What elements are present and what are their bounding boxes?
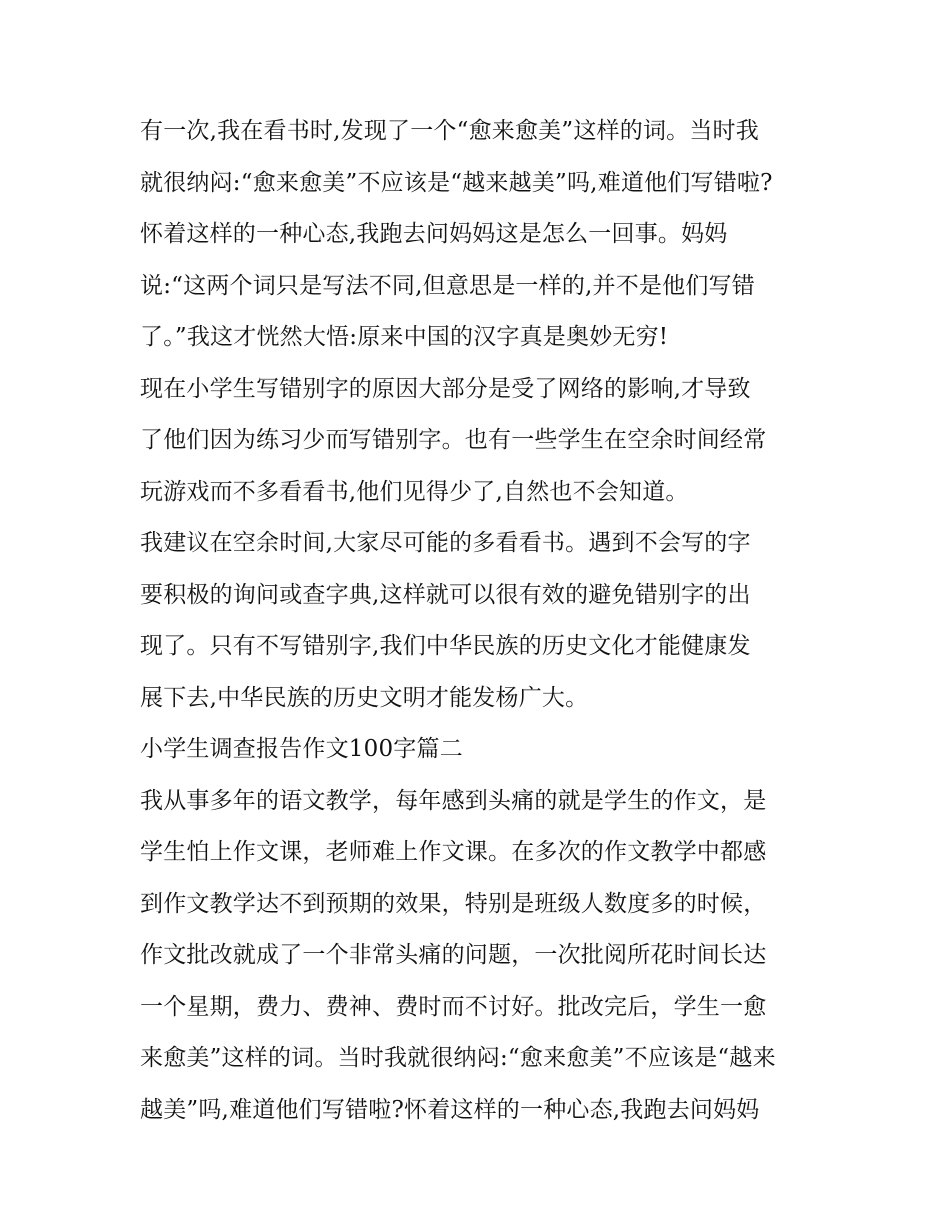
text-line: 我从事多年的语文教学，每年感到头痛的就是学生的作文，是 xyxy=(140,787,767,814)
text-line: 现了。只有不写错别字,我们中华民族的历史文化才能健康发 xyxy=(140,633,751,659)
text-line: 怀着这样的一种心态,我跑去问妈妈这是怎么一回事。妈妈 xyxy=(140,221,728,247)
text-line: 展下去,中华民族的历史文明才能发杨广大。 xyxy=(140,684,589,711)
text-line: 来愈美”这样的词。当时我就很纳闷:“愈来愈美”不应该是“越来 xyxy=(140,1045,776,1071)
text-line: 要积极的询问或查字典,这样就可以很有效的避免错别字的出 xyxy=(140,581,751,608)
text-line: 了。”我这才恍然大悟:原来中国的汉字真是奥妙无穷! xyxy=(140,324,669,350)
text-line: 我建议在空余时间,大家尽可能的多看看书。遇到不会写的字 xyxy=(140,530,751,556)
text-line: 学生怕上作文课，老师难上作文课。在多次的作文教学中都感 xyxy=(140,839,767,865)
text-line: 作文批改就成了一个非常头痛的问题，一次批阅所花时间长达 xyxy=(140,942,767,968)
text-line: 越美”吗,难道他们写错啦?怀着这样的一种心态,我跑去问妈妈 xyxy=(140,1096,760,1123)
text-line: 现在小学生写错别字的原因大部分是受了网络的影响,才导致 xyxy=(140,375,751,402)
text-line: 一个星期，费力、费神、费时而不讨好。批改完后，学生一愈 xyxy=(140,993,767,1020)
text-line: 到作文教学达不到预期的效果，特别是班级人数度多的时候， xyxy=(140,890,767,917)
document-body xyxy=(140,106,815,1136)
text-line: 就很纳闷:“愈来愈美”不应该是“越来越美”吗,难道他们写错啦? xyxy=(140,169,773,196)
text-line: 有一次,我在看书时,发现了一个“愈来愈美”这样的词。当时我 xyxy=(140,118,759,144)
section-heading: 小学生调查报告作文100字篇二 xyxy=(140,736,463,762)
text-line: 了他们因为练习少而写错别字。也有一些学生在空余时间经常 xyxy=(140,427,767,453)
text-line: 玩游戏而不多看看书,他们见得少了,自然也不会知道。 xyxy=(140,478,689,505)
text-line: 说:“这两个词只是写法不同,但意思是一样的,并不是他们写错 xyxy=(140,272,755,299)
